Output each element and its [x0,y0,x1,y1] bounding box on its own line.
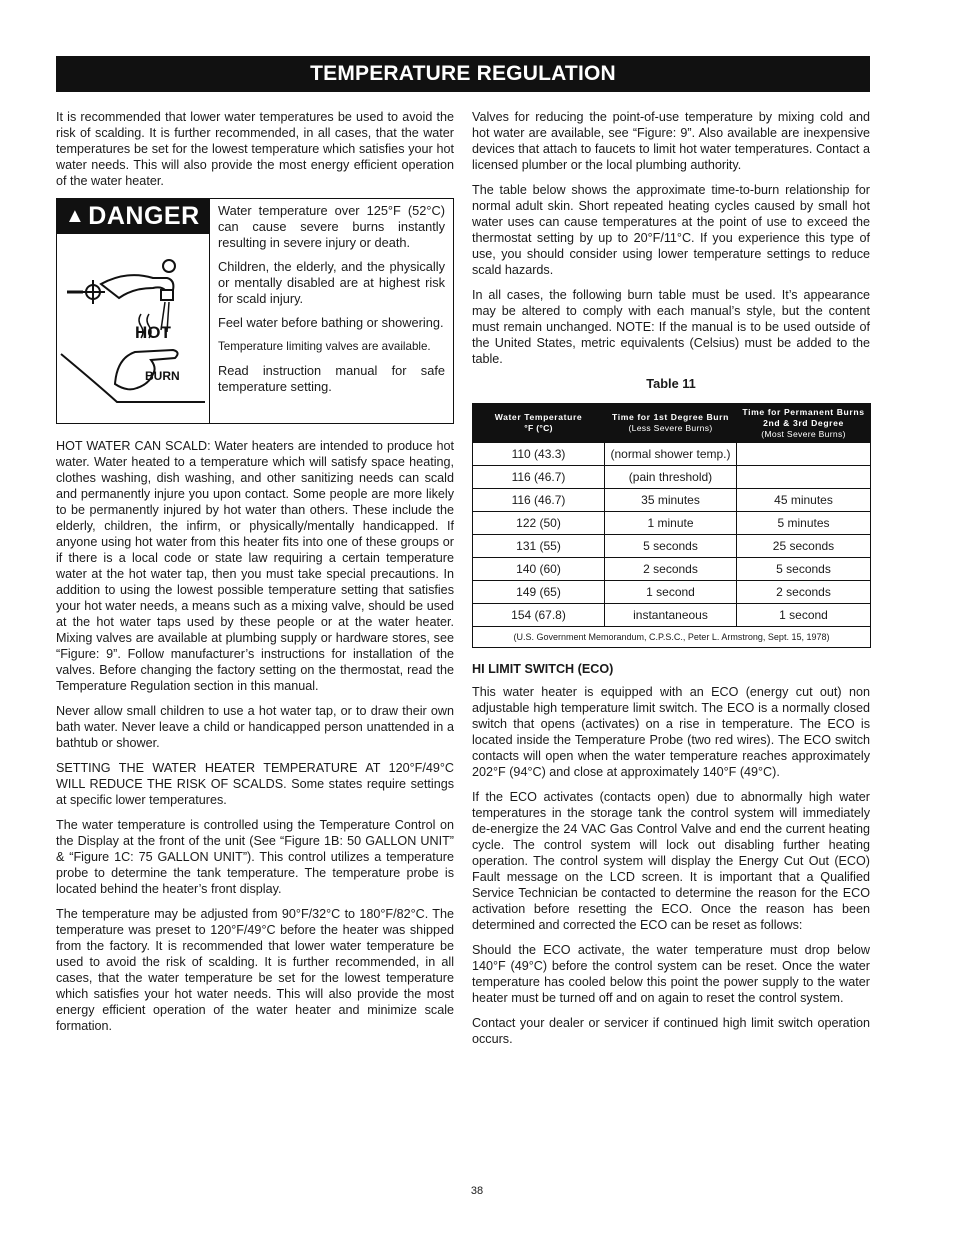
danger-graphic [57,199,210,423]
table-cell: 131 (55) [473,535,605,558]
right-column [472,109,870,1056]
header-first-degree-sub: (Less Severe Burns) [628,423,713,433]
table-cell: 116 (46.7) [473,466,605,489]
danger-text-panel [210,199,453,423]
table-row [473,512,871,535]
table-cell: 35 minutes [605,489,737,512]
header-permanent-label: Time for Permanent Burns 2nd & 3rd Degree [742,406,865,428]
control-paragraph: The water temperature is controlled using the Temperature Control on the Display at the front of the unit (See “Figure 1B: 50 GALLON UNIT” & “Figure 1C: 75 GALLON UNIT”). This control utilizes a temperature probe to determine the tank temperature. The temperature probe is located behind the heater’s front display. [56,818,454,896]
table-cell: instantaneous [605,604,737,627]
warning-triangle-icon: ▲ [65,205,86,227]
table-cell: 1 second [737,604,871,627]
table-cell [737,443,871,466]
table-cell: 122 (50) [473,512,605,535]
table-cell [737,466,871,489]
table-cell: 110 (43.3) [473,443,605,466]
faucet-hand-illustration [57,234,209,423]
table-cell: 25 seconds [737,535,871,558]
table-footnote-row [473,627,871,648]
eco-paragraph-1: This water heater is equipped with an ECO (energy cut out) non adjustable high temperature limit switch. The ECO is a normally closed switch that opens (activates) on a rise in temperature. The ECO is located inside the Temperature Probe (two red wires). The ECO switch contacts will open when the water temperature reaches approximately 202°F (94°C) and close at approximately 140°F (49°C). [472,685,870,779]
danger-banner-text: DANGER [88,202,200,230]
children-paragraph: Never allow small children to use a hot water tap, or to draw their own bath water. Never leave a child or handicapped person unattended in a bathtub or shower. [56,704,454,750]
setting-paragraph: SETTING THE WATER HEATER TEMPERATURE AT 120°F/49°C WILL REDUCE THE RISK OF SCALDS. Some states require settings at specific lower temperatures. [56,761,454,807]
table-row [473,558,871,581]
danger-text-4: Temperature limiting valves are available. [218,340,431,353]
table-cell: (normal shower temp.) [605,443,737,466]
table-cell: 2 seconds [605,558,737,581]
danger-banner [57,199,209,234]
page-number: 38 [470,1185,484,1197]
burn-label: BURN [145,369,180,383]
hot-label: HOT [135,323,171,342]
table-cell: 116 (46.7) [473,489,605,512]
table-cell: 140 (60) [473,558,605,581]
scald-paragraph: HOT WATER CAN SCALD: Water heaters are intended to produce hot water. Water heated to a temperature which will satisfy space heating, clothes washing, dish washing, and other sanitizing needs can scald and permanently injure you upon contact. Some people are more likely to be permanently injured by hot water than others. These include the elderly, children, the infirm, or physically/mentally handicapped. If anyone using hot water from this heater fits into one of these groups or if there is a local code or state law requiring a certain temperature water at the hot water tap, then you must take special precautions. In addition to using the lowest possible temperature setting that satisfies your hot water needs, a means such as a mixing valve, should be used at the hot water taps used by these people or at the water heater. Mixing valves are available at plumbing supply or hardware stores, see “Figure: 9”. Follow manufacturer’s instructions for installation of the valves. Before changing the factory setting on the thermostat, read the Temperature Regulation section in this manual. [56,439,454,693]
table-cell: 1 second [605,581,737,604]
left-column [56,109,454,1043]
table-cell: 5 minutes [737,512,871,535]
eco-paragraph-3: Should the ECO activate, the water temperature must drop below 140°F (49°C) before the control system can be reset. Once the water temperature has cooled below this point the power supply to the water heater must be turned off and on again to reset the control system. [472,943,870,1005]
danger-label [56,198,454,424]
danger-text-1: Water temperature over 125°F (52°C) can cause severe burns instantly resulting in severe injury or death. [218,203,445,250]
table-cell: 2 seconds [737,581,871,604]
valves-paragraph: Valves for reducing the point-of-use temperature by mixing cold and hot water are available, see “Figure: 9”. Also available are inexpensive devices that attach to faucets to limit hot water temperatures. Contact a licensed plumber or the local plumbing authority. [472,110,870,172]
table-row [473,443,871,466]
header-water-temperature-unit: °F (°C) [524,423,553,433]
intro-paragraph: It is recommended that lower water temperatures be used to avoid the risk of scalding. It is further recommended, in all cases, that the water temperatures be set for the lowest temperature which satisfies your hot water needs. This will also provide the most energy efficient operation of the water heater. [56,110,454,188]
table-cell: 5 seconds [605,535,737,558]
eco-paragraph-4: Contact your dealer or servicer if continued high limit switch operation occurs. [472,1016,870,1046]
header-first-degree-label: Time for 1st Degree Burn [612,412,729,422]
header-first-degree [605,404,737,443]
danger-text-2: Children, the elderly, and the physically or mentally disabled are at highest risk for scald injury. [218,259,445,306]
table-footnote: (U.S. Government Memorandum, C.P.S.C., Peter L. Armstrong, Sept. 15, 1978) [473,627,871,648]
table-row [473,581,871,604]
header-water-temperature [473,404,605,443]
eco-paragraph-2: If the ECO activates (contacts open) due to abnormally high water temperatures in the storage tank the control system will immediately de-energize the 24 VAC Gas Control Valve and end the current heating cycle. The control system will lock out disabling further heating operation. The control system will display the Energy Cut Out (ECO) Fault message on the LCD screen. It is important that a Qualified Service Technician be contacted to determine the reason for the ECO activation before resetting the ECO. Once the reason has been determined and corrected the ECO can be reset as follows: [472,790,870,932]
time-to-burn-paragraph: The table below shows the approximate time-to-burn relationship for normal adult skin. Short repeated heating cycles caused by small hot water uses can cause temperatures at the point of use to exceed the thermostat setting by up to 20°F/11°C. If you experience this type of use, you should consider using lower temperature settings to reduce scald hazards. [472,183,870,277]
header-permanent-sub: (Most Severe Burns) [761,428,846,439]
table-title: Table 11 [646,376,696,391]
table-cell: 149 (65) [473,581,605,604]
table-cell: (pain threshold) [605,466,737,489]
header-permanent [737,404,871,443]
table-row [473,489,871,512]
burn-table-note-paragraph: In all cases, the following burn table must be used. It’s appearance may be altered to comply with each manual’s style, but the content must remain unchanged. NOTE: If the manual is to be used outside of the United States, metric equivalents (Celsius) must be added to the table. [472,288,870,366]
table-cell: 154 (67.8) [473,604,605,627]
page-title: TEMPERATURE REGULATION [56,56,870,92]
table-header-row [473,404,871,443]
eco-section-heading: HI LIMIT SWITCH (ECO) [472,662,614,676]
table-row [473,466,871,489]
adjust-paragraph: The temperature may be adjusted from 90°F/32°C to 180°F/82°C. The temperature was preset to 120°F/49°C before the heater was shipped from the factory. It is recommended that lower water temperature be used to avoid the risk of scalding. It is further recommended, in all cases, that the water temperature be set for the lowest temperature which satisfies your hot water needs. This will also provide the most energy efficient operation of the water heater and minimize scale formation. [56,907,454,1033]
burn-table [472,403,871,648]
faucet-burn-icon [57,234,207,418]
header-water-temperature-label: Water Temperature [494,412,583,422]
table-cell: 5 seconds [737,558,871,581]
table-row [473,535,871,558]
table-cell: 45 minutes [737,489,871,512]
danger-text-3: Feel water before bathing or showering. [218,315,444,330]
table-row [473,604,871,627]
table-cell: 1 minute [605,512,737,535]
danger-text-5: Read instruction manual for safe temperature setting. [218,363,445,394]
